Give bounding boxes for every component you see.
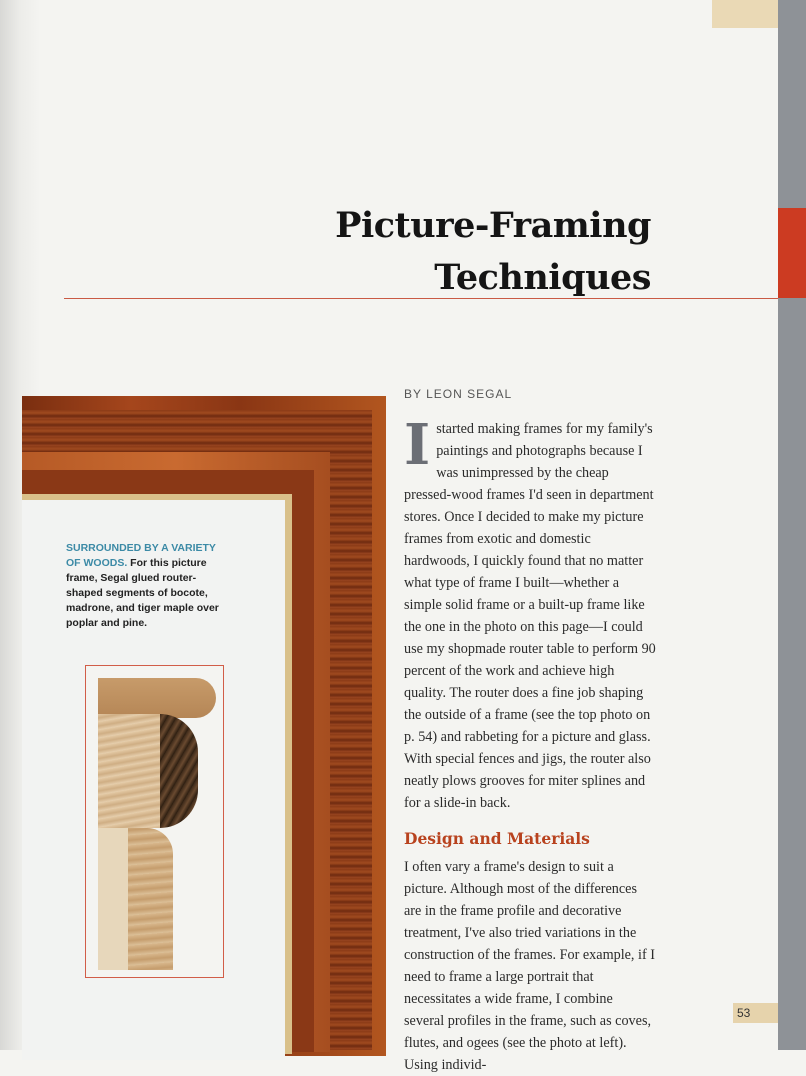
top-tab: [712, 0, 778, 28]
caption-lead: SURROUNDED BY A VARIETY OF WOODS.: [66, 542, 216, 569]
title-line-2: Techniques: [434, 257, 651, 298]
page-number: 53: [733, 1003, 778, 1023]
caption-text: For this picture frame, Segal glued router-shaped segments of bocote, madrone, and tiger maple over poplar and pine.: [66, 557, 219, 629]
photo-caption: [66, 541, 226, 631]
profile-segment-top: [98, 678, 216, 718]
paragraph-2: I often vary a frame's design to suit a picture. Although most of the differences are in the frame profile and decorative treatment, I've also tried variations in the construction of the frames. For example, if I need to frame a large portrait that necessitates a wide frame, I combine several profiles in the frame, such as coves, flutes, and ogees (see the photo at left). Using individ-: [404, 859, 655, 1073]
paragraph-1-text: started making frames for my family's paintings and photographs because I was unimpressed by the cheap pressed-wood frames I'd seen in department stores. Once I decided to make my picture frames from exotic and domestic hardwoods, I quickly found that no matter what type of frame I built—whether a simple solid frame or a built-up frame like the one in the photo on this page—I could use my shopmade router table to perform 90 percent of the work and achieve high quality. The router does a fine job shaping the outside of a frame (see the top photo on p. 54) and rabbeting for a picture and glass. With special fences and jigs, the router also neatly plows grooves for miter splines and for a slide-in back.: [404, 421, 656, 811]
byline: BY LEON SEGAL: [404, 387, 513, 401]
title-line-1: Picture-Framing: [335, 205, 651, 246]
drop-cap: I: [404, 412, 431, 478]
section-heading: Design and Materials: [404, 829, 590, 848]
title-rule: [64, 298, 778, 299]
profile-segment-light: [98, 714, 160, 828]
page-title: [335, 200, 651, 304]
section-tab: [778, 208, 806, 298]
profile-segment-base: [98, 828, 128, 970]
article-body: [404, 412, 656, 1076]
paragraph-1: [404, 412, 656, 814]
page-edge-strip: [778, 0, 806, 1050]
